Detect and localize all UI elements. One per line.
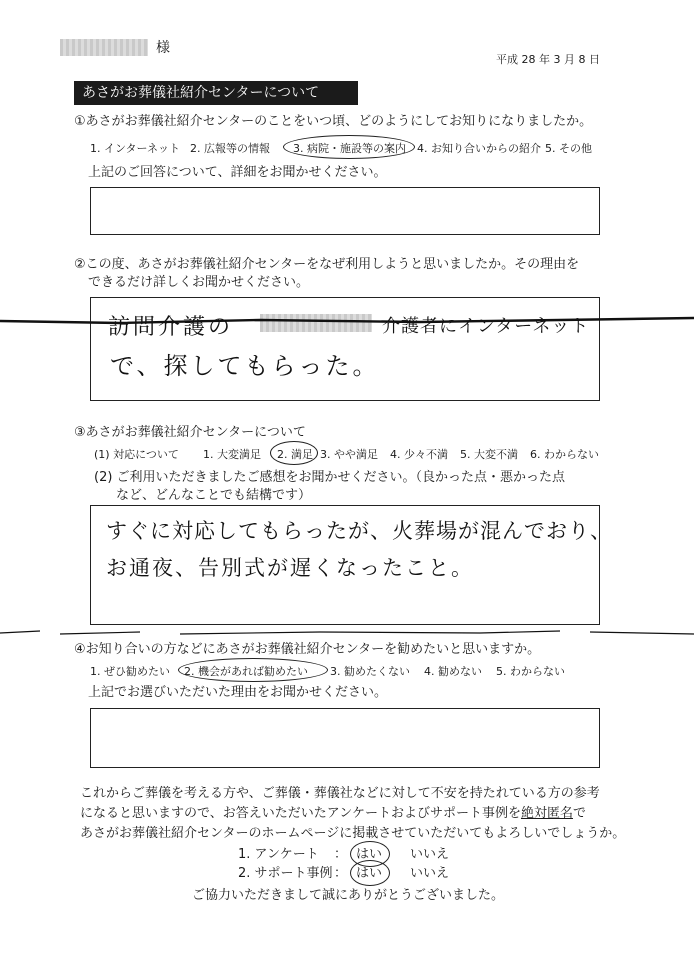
q3-option-6: 6. わからない [530, 448, 599, 461]
survey-date: 平成 28 年 3 月 8 日 [496, 53, 600, 66]
q4-option-4: 4. 勧めない [424, 665, 482, 678]
q4-option-2: 2. 機会があれば勧めたい [184, 665, 308, 678]
q1-option-4: 4. お知り合いからの紹介 [417, 142, 541, 155]
recipient-suffix: 様 [156, 40, 170, 56]
consent-line2-post: で [572, 806, 586, 821]
q3-option-4: 4. 少々不満 [390, 448, 448, 461]
redacted-company-name [260, 314, 372, 332]
q4-option-5: 5. わからない [496, 665, 565, 678]
q3-option-2: 2. 満足 [277, 448, 313, 461]
q2-answer-line2: で、探してもらった。 [110, 352, 380, 380]
q2-question-line1: ②この度、あさがお葬儀社紹介センターをなぜ利用しようと思いましたか。その理由を [74, 257, 580, 272]
consent-item-1-label: 1. アンケート [238, 847, 319, 862]
q4-selected-circle [178, 658, 328, 682]
consent-line2 [80, 806, 586, 822]
q3-question: ③あさがお葬儀社紹介センターについて [74, 425, 306, 440]
consent-item-2-colon: ： [334, 866, 348, 881]
q1-selected-circle [283, 135, 415, 159]
consent-item-1-no: いいえ [410, 847, 450, 862]
q3-sub2-line1: (2) ご利用いただきましたご感想をお聞かせください。（良かった点・悪かった点 [94, 470, 566, 485]
q3-sub1-label: (1) 対応について [94, 448, 179, 461]
q1-option-5: 5. その他 [545, 142, 592, 155]
consent-item-2-label: 2. サポート事例 [238, 866, 333, 881]
q1-option-1: 1. インターネット [90, 142, 181, 155]
thanks-message: ご協力いただきまして誠にありがとうございました。 [192, 888, 505, 903]
consent-line3: あさがお葬儀社紹介センターのホームページに掲載させていただいてもよろしいでしょうか。 [80, 826, 626, 841]
consent-item-2-yes-circle [350, 860, 390, 886]
fold-line-lower [0, 631, 694, 634]
q3-sub2-line2: など、どんなことでも結構です） [116, 488, 312, 503]
q4-followup: 上記でお選びいただいた理由をお聞かせください。 [88, 685, 388, 700]
consent-item-2-yes: はい [356, 866, 383, 881]
q1-followup: 上記のご回答について、詳細をお聞かせください。 [88, 165, 387, 180]
q1-option-2: 2. 広報等の情報 [190, 142, 270, 155]
q2-answer-line1-a: 訪問介護の [108, 315, 234, 340]
q1-question: ①あさがお葬儀社紹介センターのことをいつ頃、どのようにしてお知りになりましたか。 [74, 114, 593, 129]
redacted-recipient-name [60, 39, 148, 56]
consent-line2-pre: になると思いますので、お答えいただいたアンケートおよびサポート事例を [80, 806, 521, 821]
q3-answer-line2: お通夜、告別式が遅くなったこと。 [106, 556, 474, 580]
q4-option-1: 1. ぜひ勧めたい [90, 665, 170, 678]
q2-answer-line1-b: 介護者にインターネット [382, 316, 590, 337]
consent-item-1-yes: はい [356, 847, 383, 862]
consent-item-1-colon: ： [334, 847, 348, 862]
q4-question: ④お知り合いの方などにあさがお葬儀社紹介センターを勧めたいと思いますか。 [74, 642, 541, 657]
q3-option-1: 1. 大変満足 [203, 448, 261, 461]
q3-option-5: 5. 大変不満 [460, 448, 518, 461]
q4-option-3: 3. 勧めたくない [330, 665, 410, 678]
q3-option-3: 3. やや満足 [320, 448, 378, 461]
consent-item-2-no: いいえ [410, 866, 450, 881]
q3-selected-circle [270, 441, 318, 465]
section-title: あさがお葬儀社紹介センターについて [74, 81, 358, 105]
q1-answer-box [90, 187, 600, 235]
q4-answer-box [90, 708, 600, 768]
q3-answer-line1: すぐに対応してもらったが、火葬場が混んでおり、 [106, 519, 612, 543]
consent-line1: これからご葬儀を考える方や、ご葬儀・葬儀社などに対して不安を持たれている方の参考 [80, 786, 600, 801]
q2-question-line2: できるだけ詳しくお聞かせください。 [88, 275, 310, 290]
consent-line2-emph: 絶対匿名 [520, 806, 573, 821]
q1-option-3: 3. 病院・施設等の案内 [293, 142, 406, 155]
